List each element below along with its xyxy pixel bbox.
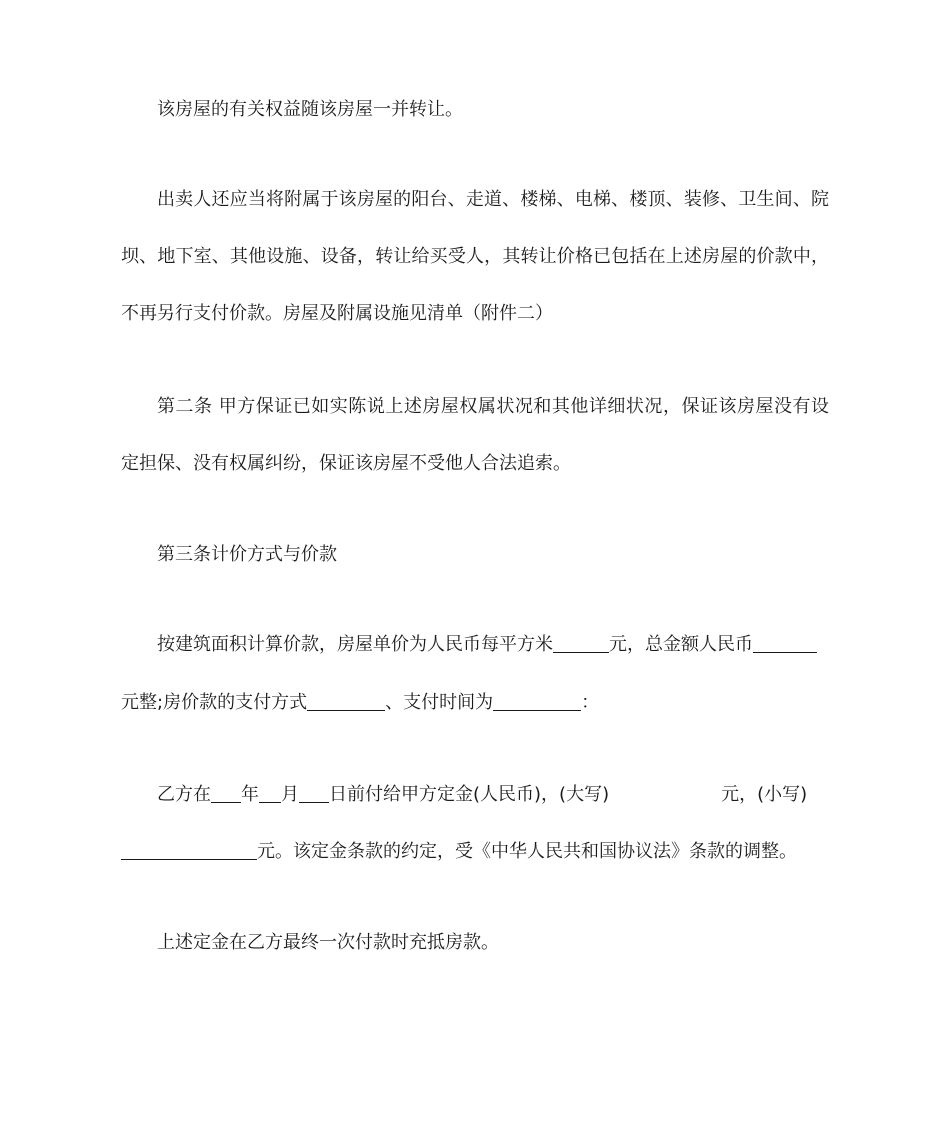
paragraph-attached-facilities-line3	[121, 302, 553, 326]
article-two-line1	[157, 395, 829, 419]
paragraph-text: 元。该定金条款的约定，受《中华人民共和国协议法》条款的调整。	[257, 841, 797, 862]
payment-method-blank	[307, 692, 385, 711]
deposit-offset-paragraph	[157, 931, 499, 955]
paragraph-text: 不再另行支付价款。房屋及附属设施见清单（附件二）	[121, 303, 553, 324]
paragraph-text: 该房屋的有关权益随该房屋一并转让。	[157, 99, 463, 120]
paragraph-text: 元，(小写)	[721, 784, 808, 805]
paragraph-text: 元整;房价款的支付方式	[121, 692, 308, 713]
unit-price-blank	[553, 634, 609, 653]
paragraph-text: 日前付给甲方定金(人民币)，(大写)	[329, 784, 610, 805]
article-two-line2	[121, 452, 571, 476]
paragraph-text: 月	[281, 784, 299, 805]
total-amount-blank	[753, 634, 817, 653]
year-blank	[211, 784, 241, 803]
day-blank	[299, 784, 329, 803]
deposit-line1	[157, 783, 807, 807]
paragraph-text: 上述定金在乙方最终一次付款时充抵房款。	[157, 932, 499, 953]
paragraph-text: 年	[241, 784, 259, 805]
article-three-heading	[157, 543, 337, 567]
month-blank	[259, 784, 281, 803]
paragraph-text: 定担保、没有权属纠纷，保证该房屋不受他人合法追索。	[121, 453, 571, 474]
payment-time-blank	[493, 692, 581, 711]
paragraph-text: 出卖人还应当将附属于该房屋的阳台、走道、楼梯、电梯、楼顶、装修、卫生间、院	[157, 189, 829, 210]
paragraph-text: 按建筑面积计算价款，房屋单价为人民币每平方米	[157, 634, 553, 655]
paragraph-rights-transfer	[157, 98, 463, 122]
pricing-line2	[121, 691, 599, 715]
pricing-line1	[157, 633, 817, 657]
paragraph-text: 元，总金额人民币	[609, 634, 753, 655]
section-heading: 第三条计价方式与价款	[157, 544, 337, 565]
paragraph-attached-facilities-line1	[157, 188, 829, 212]
paragraph-text: ：	[581, 692, 600, 713]
amount-figures-blank	[121, 841, 257, 860]
paragraph-text: 、支付时间为	[385, 692, 494, 713]
paragraph-text: 乙方在	[157, 784, 211, 805]
paragraph-text: 坝、地下室、其他设施、设备，转让给买受人，其转让价格已包括在上述房屋的价款中，	[121, 246, 829, 267]
paragraph-text: 第二条 甲方保证已如实陈说上述房屋权属状况和其他详细状况，保证该房屋没有设	[157, 396, 829, 417]
paragraph-attached-facilities-line2	[121, 245, 829, 269]
deposit-line2	[121, 840, 797, 864]
